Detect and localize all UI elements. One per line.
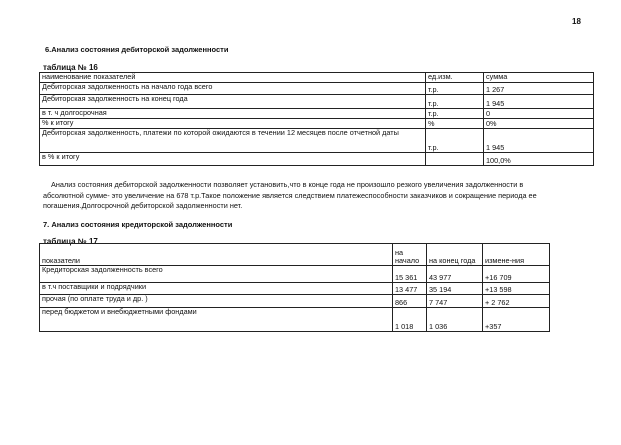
table-row [40, 109, 594, 119]
value-cell: 1 018 [393, 308, 427, 332]
indicator-cell: в % к итогу [40, 153, 426, 166]
table-row [40, 266, 550, 283]
table-header-row [40, 73, 594, 83]
indicator-cell: прочая (по оплате труда и др. ) [40, 295, 393, 308]
table-17-label: таблица № 17 [43, 237, 98, 246]
receivables-table [39, 72, 594, 166]
unit-cell: т.р. [426, 95, 484, 109]
value-cell: 1 036 [427, 308, 483, 332]
header-cell: показатели [40, 244, 393, 266]
unit-cell [426, 153, 484, 166]
payables-table [39, 243, 550, 332]
table-16-label: таблица № 16 [43, 63, 98, 72]
amount-cell: 0 [484, 109, 594, 119]
unit-cell: т.р. [426, 83, 484, 95]
table-row [40, 129, 594, 153]
unit-cell: т.р. [426, 129, 484, 153]
indicator-cell: Дебиторская задолженность, платежи по которой ожидаются в течении 12 месяцев после отчетной даты [40, 129, 426, 153]
amount-cell: 1 945 [484, 95, 594, 109]
value-cell: 866 [393, 295, 427, 308]
value-cell: +16 709 [483, 266, 550, 283]
value-cell: +13 598 [483, 283, 550, 295]
value-cell: +357 [483, 308, 550, 332]
amount-cell: 1 945 [484, 129, 594, 153]
receivables-analysis-paragraph: Анализ состояния дебиторской задолженности позволяет установить,что в конце года не произошло резкого увеличения задолженности в абсолютной сумме- это увеличение на 678 т.р.Такое положение является следствием платежеспособности заказчиков и сокращение периода ее погашения.Долгосрочной дебиторской задолженности нет. [43, 180, 537, 210]
page-number: 18 [572, 17, 581, 26]
indicator-cell: Дебиторская задолженность на начало года всего [40, 83, 426, 95]
header-cell: измене-ния [483, 244, 550, 266]
table-row [40, 95, 594, 109]
table-row [40, 153, 594, 166]
value-cell: 15 361 [393, 266, 427, 283]
indicator-cell: перед бюджетом и внебюджетными фондами [40, 308, 393, 332]
section-7-title: 7. Анализ состояния кредиторской задолженности [43, 220, 233, 229]
amount-cell: 1 267 [484, 83, 594, 95]
unit-cell: % [426, 119, 484, 129]
header-cell: на начало [393, 244, 427, 266]
table-header-row [40, 244, 550, 266]
indicator-cell: Дебиторская задолженность на конец года [40, 95, 426, 109]
header-cell: наименование показателей [40, 73, 426, 83]
amount-cell: 0% [484, 119, 594, 129]
table-row [40, 83, 594, 95]
header-cell: ед.изм. [426, 73, 484, 83]
value-cell: + 2 762 [483, 295, 550, 308]
value-cell: 7 747 [427, 295, 483, 308]
value-cell: 35 194 [427, 283, 483, 295]
table-row [40, 308, 550, 332]
indicator-cell: в т. ч долгосрочная [40, 109, 426, 119]
value-cell: 13 477 [393, 283, 427, 295]
table-row [40, 295, 550, 308]
header-cell: сумма [484, 73, 594, 83]
indicator-cell: % к итогу [40, 119, 426, 129]
section-6-title: 6.Анализ состояния дебиторской задолженности [45, 45, 229, 54]
amount-cell: 100,0% [484, 153, 594, 166]
value-cell: 43 977 [427, 266, 483, 283]
table-row [40, 119, 594, 129]
indicator-cell: Кредиторская задолженность всего [40, 266, 393, 283]
indicator-cell: в т.ч поставщики и подрядчики [40, 283, 393, 295]
table-row [40, 283, 550, 295]
unit-cell: т.р. [426, 109, 484, 119]
header-cell: на конец года [427, 244, 483, 266]
